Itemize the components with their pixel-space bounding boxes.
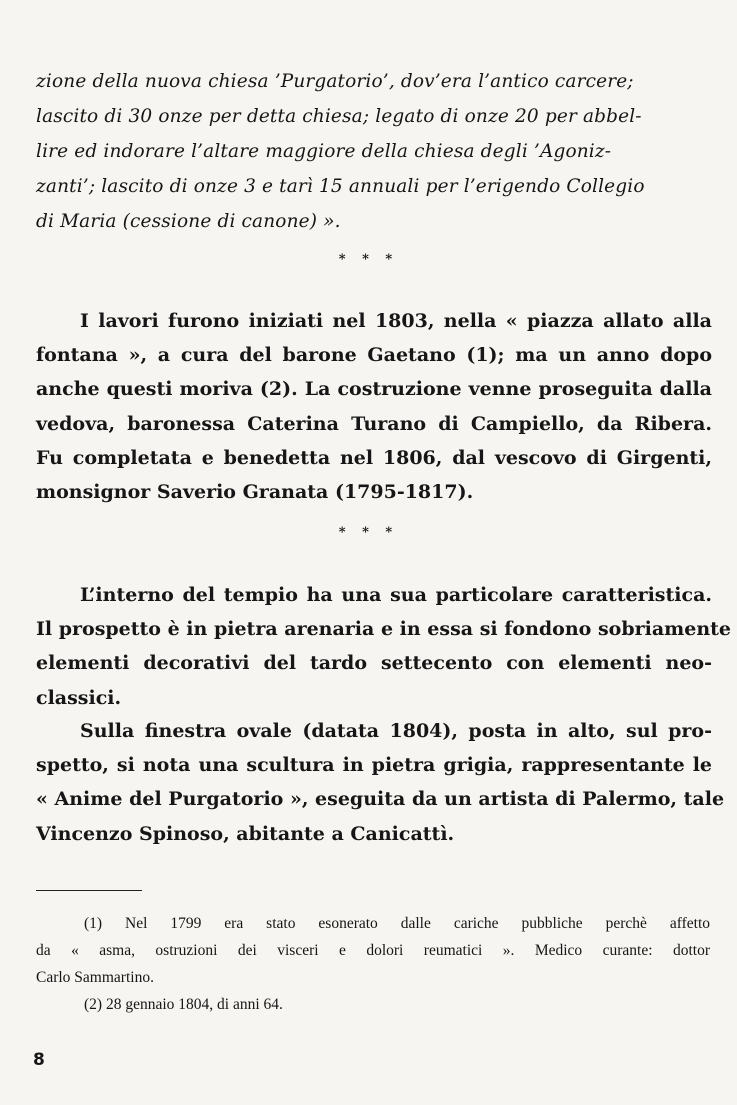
text-line: L’interno del tempio ha una sua particolare caratteristica. [80,584,712,606]
text-line: anche questi moriva (2). La costruzione venne proseguita dalla [36,378,712,401]
text-line: lire ed indorare l’altare maggiore della chiesa degli ’Agoniz- [36,141,612,162]
paragraph-construction [36,304,712,509]
text-line: Vincenzo Spinoso, abitante a Canicattì. [36,822,455,845]
text-line: zanti’; lascito di onze 3 e tarì 15 annuali per l’erigendo Collegio [36,176,645,197]
text-line: elementi decorativi del tardo settecento con elementi neo- [36,652,712,675]
text-line: spetto, si nota una scultura in pietra grigia, rappresentante le [36,754,712,777]
text-line: lascito di 30 onze per detta chiesa; legato di onze 20 per abbel- [36,106,642,127]
text-line: zione della nuova chiesa ’Purgatorio’, dov’era l’antico carcere; [36,71,634,92]
footnotes [36,910,710,1018]
text-line: vedova, baronessa Caterina Turano di Campiello, da Ribera. [36,412,712,435]
paragraph-window [36,714,725,851]
text-line: monsignor Saverio Granata (1795-1817). [36,481,474,504]
text-line: Sulla finestra ovale (datata 1804), posta in alto, sul pro- [80,720,712,742]
section-separator-2: * * * [338,525,399,540]
footnote-line: Carlo Sammartino. [36,969,154,986]
text-line: fontana », a cura del barone Gaetano (1); ma un anno dopo [36,344,712,367]
section-separator: * * * [338,252,399,267]
text-line: Fu completata e benedetta nel 1806, dal vescovo di Girgenti, [36,446,712,469]
footnote-line: (1) Nel 1799 era stato esonerato dalle cariche pubbliche perchè affetto [84,915,710,932]
text-line: classici. [36,686,122,709]
footnote-line: da « asma, ostruzioni dei visceri e dolori reumatici ». Medico curante: dottor [36,942,710,959]
paragraph-interior [36,578,732,715]
page-number: 8 [33,1050,45,1070]
footnote-divider [36,890,142,891]
text-line: « Anime del Purgatorio », eseguita da un artista di Palermo, tale [36,788,725,811]
intro-quote [36,64,712,239]
text-line: Il prospetto è in pietra arenaria e in essa si fondono sobriamente [36,618,732,641]
text-line: di Maria (cessione di canone) ». [36,211,341,232]
footnote-line: (2) 28 gennaio 1804, di anni 64. [84,996,283,1013]
text-line: I lavori furono iniziati nel 1803, nella « piazza allato alla [80,310,712,332]
